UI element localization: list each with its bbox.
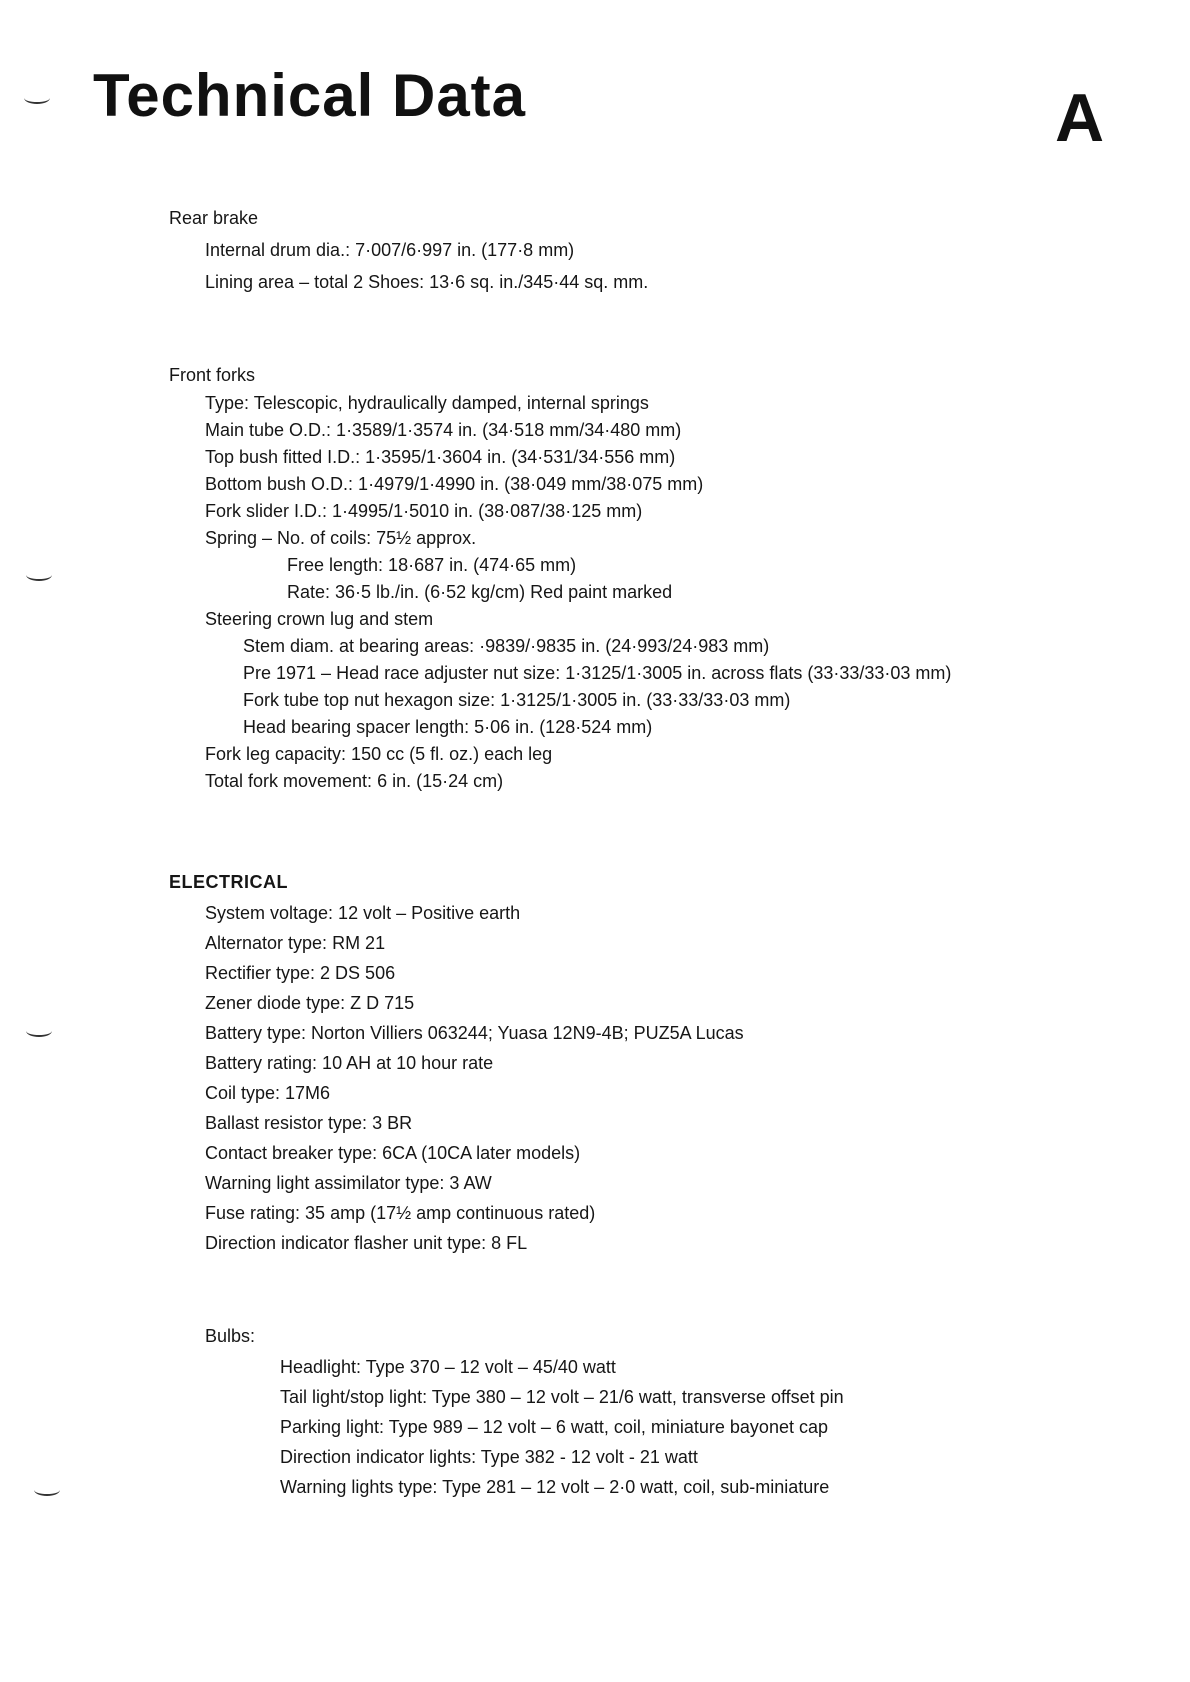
spec-line: Pre 1971 – Head race adjuster nut size: 1·3125/1·3005 in. across flats (33·33/33·03 mm): [243, 663, 952, 683]
bulb-item: Tail light/stop light: Type 380 – 12 volt – 21/6 watt, transverse offset pin: [280, 1387, 844, 1407]
spec-line: Type: Telescopic, hydraulically damped, internal springs: [205, 393, 649, 413]
spec-line: Warning light assimilator type: 3 AW: [205, 1173, 492, 1193]
binding-mark: [26, 1025, 52, 1037]
section-letter: A: [1055, 80, 1105, 156]
spec-line: Alternator type: RM 21: [205, 933, 386, 953]
front-forks-heading: Front forks: [169, 365, 256, 385]
spec-line: Total fork movement: 6 in. (15·24 cm): [205, 771, 504, 791]
spec-line: Battery type: Norton Villiers 063244; Yuasa 12N9-4B; PUZ5A Lucas: [205, 1023, 744, 1043]
electrical-heading: ELECTRICAL: [169, 872, 288, 892]
spec-line: Rectifier type: 2 DS 506: [205, 963, 396, 983]
spec-line: Top bush fitted I.D.: 1·3595/1·3604 in. (34·531/34·556 mm): [205, 447, 676, 467]
spec-line: Fork leg capacity: 150 cc (5 fl. oz.) each leg: [205, 744, 553, 764]
spec-line: Free length: 18·687 in. (474·65 mm): [287, 555, 577, 575]
spec-line: Stem diam. at bearing areas: ·9839/·9835 in. (24·993/24·983 mm): [243, 636, 770, 656]
bulb-item: Warning lights type: Type 281 – 12 volt – 2·0 watt, coil, sub-miniature: [280, 1477, 830, 1497]
spec-line: Contact breaker type: 6CA (10CA later models): [205, 1143, 581, 1163]
spec-line: Lining area – total 2 Shoes: 13·6 sq. in./345·44 sq. mm.: [205, 272, 649, 292]
spec-line: Bottom bush O.D.: 1·4979/1·4990 in. (38·049 mm/38·075 mm): [205, 474, 704, 494]
steering-heading: Steering crown lug and stem: [205, 609, 434, 629]
bulb-item: Parking light: Type 989 – 12 volt – 6 watt, coil, miniature bayonet cap: [280, 1417, 828, 1437]
spec-line: Coil type: 17M6: [205, 1083, 331, 1103]
spec-line: Internal drum dia.: 7·007/6·997 in. (177·8 mm): [205, 240, 575, 260]
spec-line: Rate: 36·5 lb./in. (6·52 kg/cm) Red paint marked: [287, 582, 673, 602]
spec-line: System voltage: 12 volt – Positive earth: [205, 903, 521, 923]
spec-line: Head bearing spacer length: 5·06 in. (128·524 mm): [243, 717, 653, 737]
bulb-item: Direction indicator lights: Type 382 - 12 volt - 21 watt: [280, 1447, 698, 1467]
spec-line: Fuse rating: 35 amp (17½ amp continuous rated): [205, 1203, 596, 1223]
bulbs-heading: Bulbs:: [205, 1326, 256, 1346]
spec-line: Direction indicator flasher unit type: 8 FL: [205, 1233, 528, 1253]
page-title: Technical Data: [93, 62, 527, 129]
bulb-item: Headlight: Type 370 – 12 volt – 45/40 watt: [280, 1357, 616, 1377]
spec-line: Battery rating: 10 AH at 10 hour rate: [205, 1053, 494, 1073]
spec-line: Fork slider I.D.: 1·4995/1·5010 in. (38·087/38·125 mm): [205, 501, 643, 521]
spec-line: Fork tube top nut hexagon size: 1·3125/1·3005 in. (33·33/33·03 mm): [243, 690, 791, 710]
binding-mark: [34, 1484, 60, 1496]
spec-line: Main tube O.D.: 1·3589/1·3574 in. (34·518 mm/34·480 mm): [205, 420, 682, 440]
binding-mark: [26, 569, 52, 581]
spec-line: Ballast resistor type: 3 BR: [205, 1113, 413, 1133]
spec-line: Zener diode type: Z D 715: [205, 993, 415, 1013]
spec-line: Spring – No. of coils: 75½ approx.: [205, 528, 477, 548]
binding-mark: [24, 92, 50, 104]
rear-brake-heading: Rear brake: [169, 208, 259, 228]
